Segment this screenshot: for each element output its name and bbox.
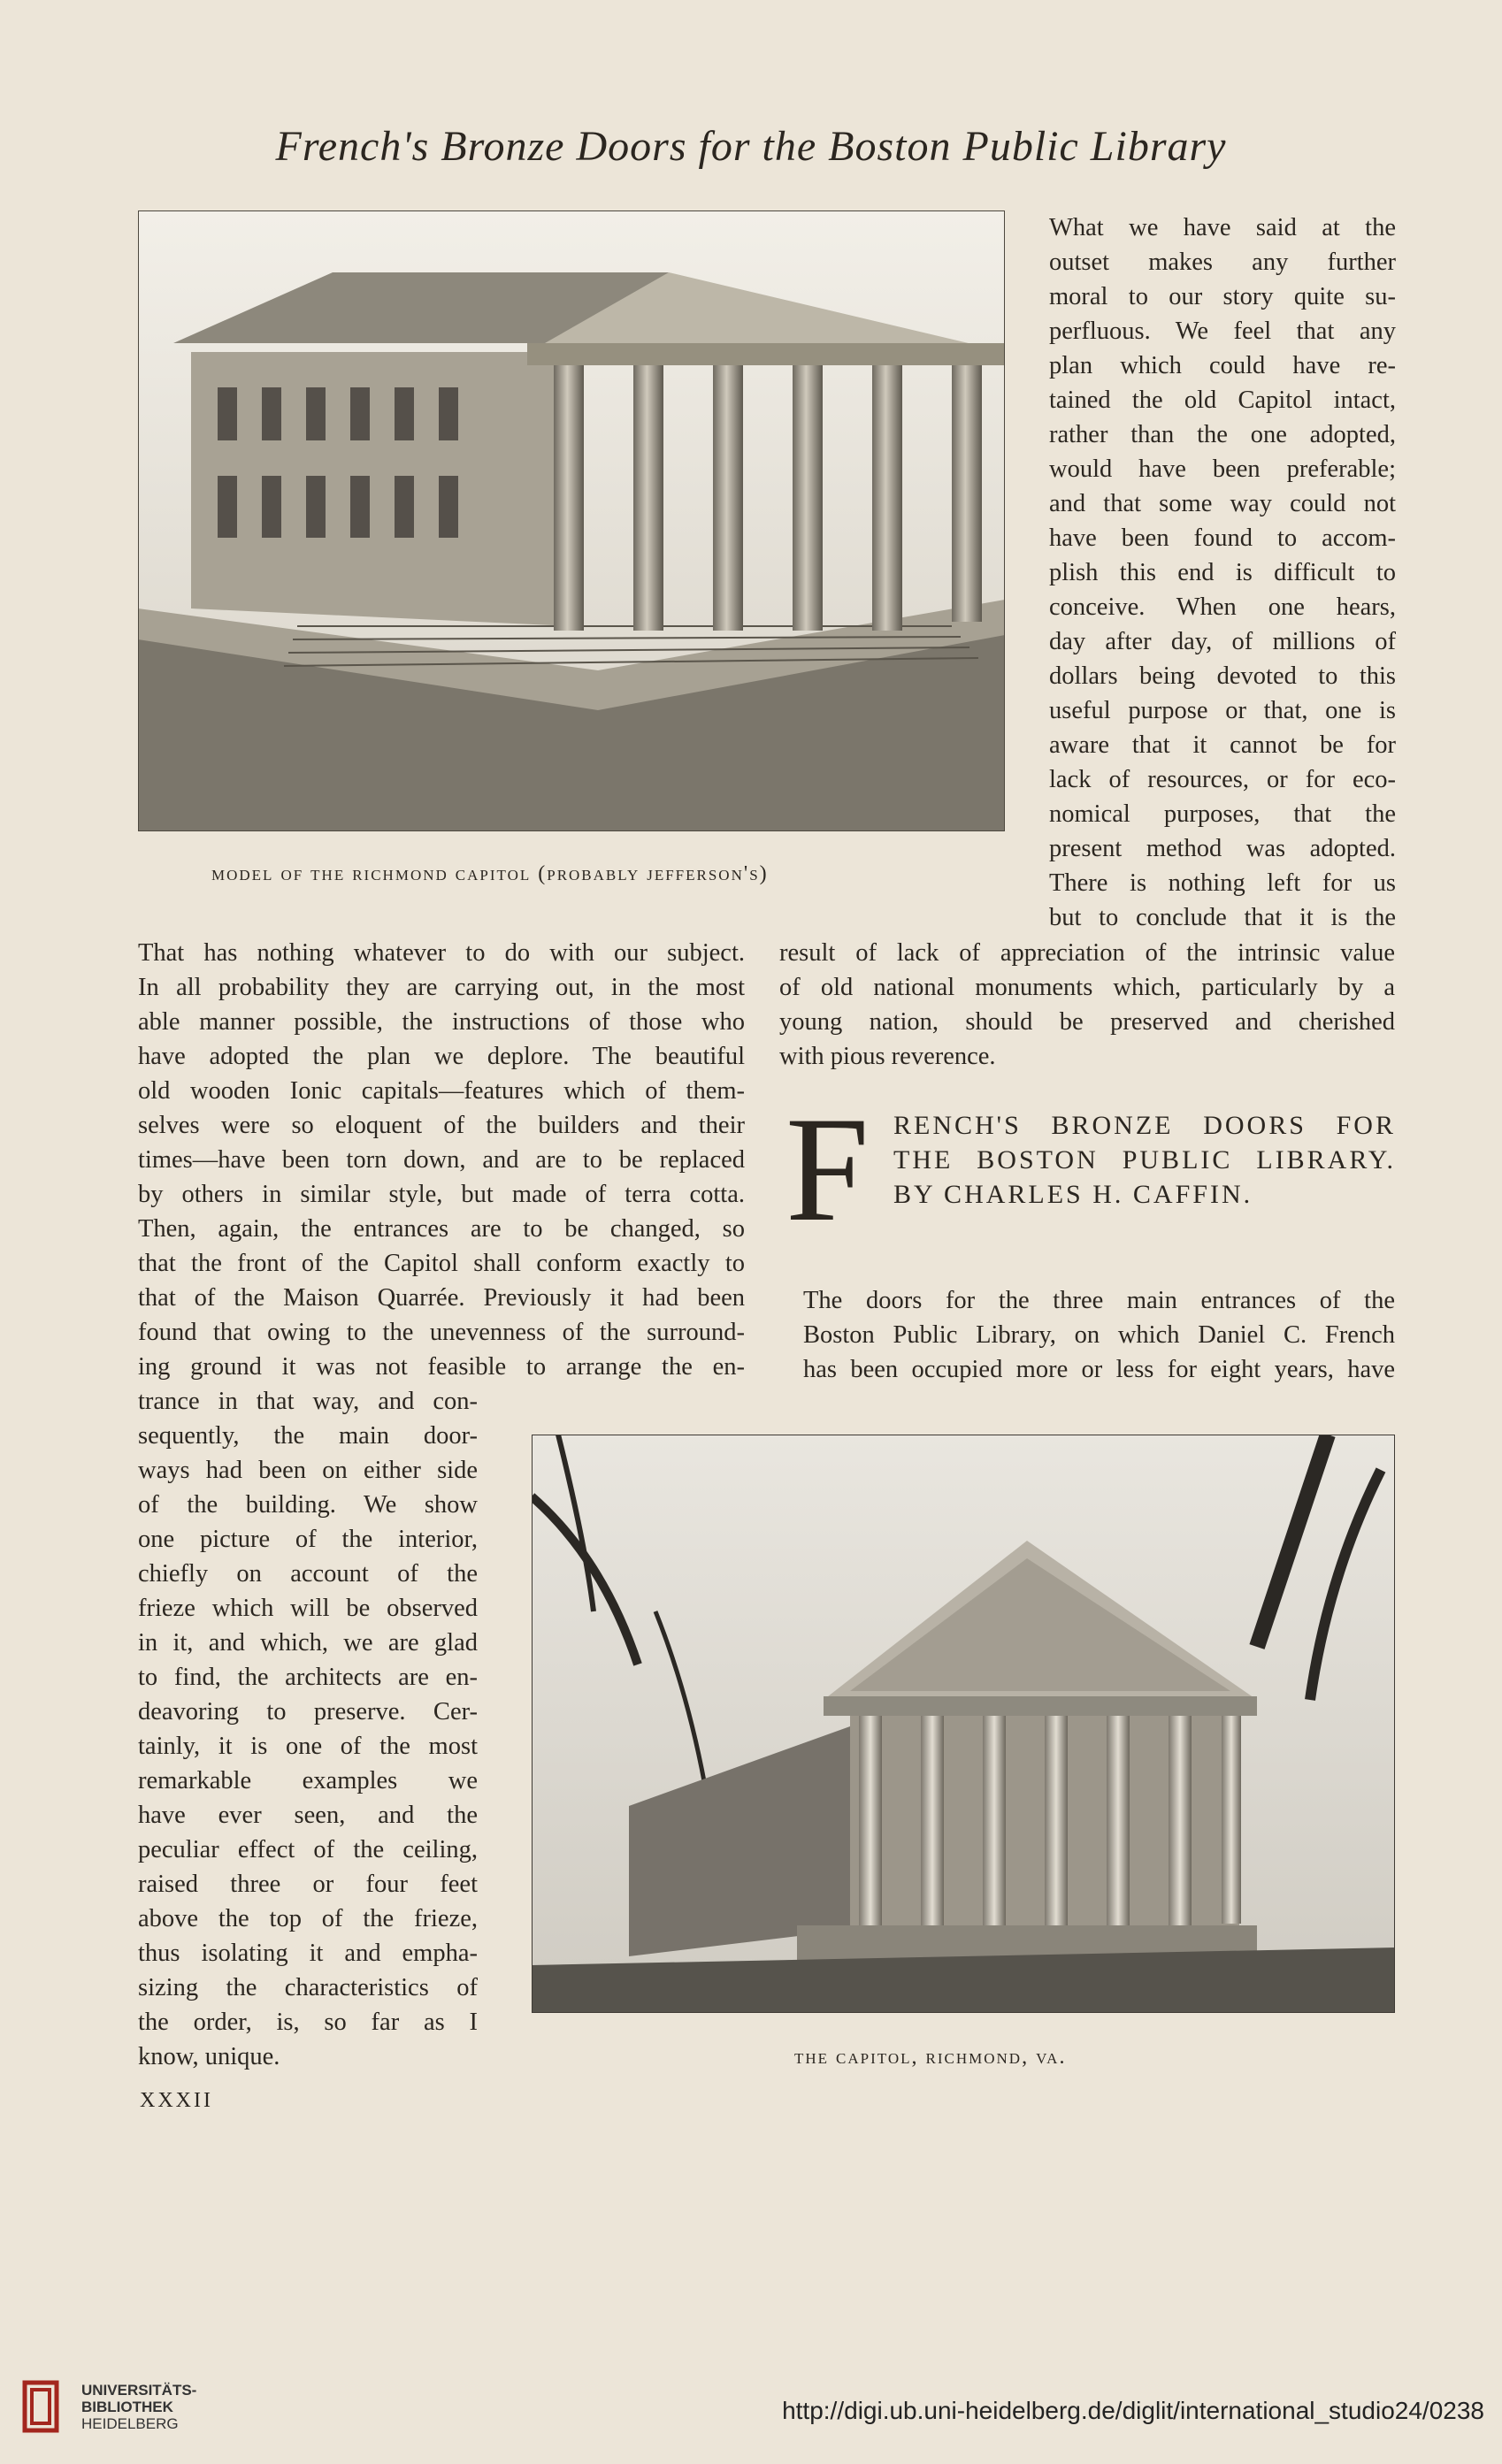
text-line: chiefly on account of the — [138, 1560, 478, 1588]
folio: XXXII — [140, 2089, 213, 2112]
library-name-line: BIBLIOTHEK — [81, 2399, 173, 2415]
text-line: know, unique. — [138, 2043, 280, 2070]
model-illustration — [138, 210, 1005, 831]
text-line: frieze which will be observed — [138, 1595, 478, 1622]
text-line: to find, the architects are en- — [138, 1664, 478, 1691]
text-line: ing ground it was not feasible to arrange the en- — [138, 1353, 745, 1381]
text-line: have adopted the plan we deplore. The beautiful — [138, 1043, 745, 1070]
text-line: thus isolating it and empha- — [138, 1940, 478, 1967]
article-body — [803, 1283, 1395, 1387]
text-line: moral to our story quite su- — [1049, 283, 1396, 310]
text-line: aware that it cannot be for — [1049, 731, 1396, 759]
text-line: In all probability they are carrying out, in the most — [138, 974, 745, 1001]
text-line: would have been preferable; — [1049, 455, 1396, 483]
text-line: young nation, should be preserved and cherished — [779, 1008, 1395, 1036]
text-line: selves were so eloquent of the builders and their — [138, 1112, 745, 1139]
text-line: peculiar effect of the ceiling, — [138, 1836, 478, 1863]
text-line: has been occupied more or less for eight years, have — [803, 1356, 1395, 1383]
library-name — [81, 2382, 196, 2432]
text-line: lack of resources, or for eco- — [1049, 766, 1396, 793]
text-line: There is nothing left for us — [1049, 869, 1396, 897]
text-line: dollars being devoted to this — [1049, 662, 1396, 690]
text-line: Boston Public Library, on which Daniel C. French — [803, 1321, 1395, 1349]
text-line: above the top of the frieze, — [138, 1905, 478, 1932]
text-line: trance in that way, and con- — [138, 1388, 478, 1415]
title-line: THE BOSTON PUBLIC LIBRARY. — [893, 1145, 1396, 1175]
text-line: and that some way could not — [1049, 490, 1396, 517]
right-column-top — [1049, 210, 1396, 935]
text-line: perfluous. We feel that any — [1049, 318, 1396, 345]
text-line: but to conclude that it is the — [1049, 904, 1396, 931]
title-line: RENCH'S BRONZE DOORS FOR — [893, 1111, 1396, 1140]
text-line: useful purpose or that, one is — [1049, 697, 1396, 724]
text-line: sizing the characteristics of — [138, 1974, 478, 2001]
text-line: found that owing to the unevenness of the surround- — [138, 1319, 745, 1346]
model-photo — [138, 210, 1005, 831]
text-line: the order, is, so far as I — [138, 2009, 478, 2036]
text-line: plan which could have re- — [1049, 352, 1396, 379]
text-line: What we have said at the — [1049, 214, 1396, 241]
text-line: ways had been on either side — [138, 1457, 478, 1484]
source-url[interactable]: http://digi.ub.uni-heidelberg.de/diglit/international_studio24/0238 — [782, 2397, 1484, 2424]
text-line: That has nothing whatever to do with our subject. — [138, 939, 745, 967]
text-line: The doors for the three main entrances of the — [803, 1287, 1395, 1314]
text-line: able manner possible, the instructions of those who — [138, 1008, 745, 1036]
text-line: of old national monuments which, particularly by a — [779, 974, 1395, 1001]
text-line: tained the old Capitol intact, — [1049, 386, 1396, 414]
text-line: tainly, it is one of the most — [138, 1733, 478, 1760]
text-line: by others in similar style, but made of terra cotta. — [138, 1181, 745, 1208]
text-line: that of the Maison Quarrée. Previously it had been — [138, 1284, 745, 1312]
text-line: present method was adopted. — [1049, 835, 1396, 862]
text-line: that the front of the Capitol shall conform exactly to — [138, 1250, 745, 1277]
left-column-narrow — [138, 1384, 478, 2074]
capitol-photo — [532, 1435, 1395, 2013]
text-line: remarkable examples we — [138, 1767, 478, 1794]
text-line: sequently, the main door- — [138, 1422, 478, 1450]
text-line: outset makes any further — [1049, 249, 1396, 276]
text-line: plish this end is difficult to — [1049, 559, 1396, 586]
text-line: with pious reverence. — [779, 1043, 996, 1070]
text-line: of the building. We show — [138, 1491, 478, 1519]
library-name-line: HEIDELBERG — [81, 2415, 179, 2432]
capitol-caption: the capitol, richmond, va. — [794, 2046, 1067, 2069]
text-line: raised three or four feet — [138, 1871, 478, 1898]
text-line: day after day, of millions of — [1049, 628, 1396, 655]
library-name-line: UNIVERSITÄTS- — [81, 2382, 197, 2399]
text-line: rather than the one adopted, — [1049, 421, 1396, 448]
drop-cap: F — [785, 1086, 870, 1252]
text-line: times—have been torn down, and are to be replaced — [138, 1146, 745, 1174]
text-line: old wooden Ionic capitals—features which of them- — [138, 1077, 745, 1105]
library-logo-icon — [21, 2377, 60, 2436]
text-line: one picture of the interior, — [138, 1526, 478, 1553]
text-line: in it, and which, we are glad — [138, 1629, 478, 1657]
article-title — [893, 1108, 1396, 1212]
text-line: deavoring to preserve. Cer- — [138, 1698, 478, 1726]
text-line: have been found to accom- — [1049, 524, 1396, 552]
running-head: French's Bronze Doors for the Boston Public Library — [275, 123, 1227, 170]
model-caption: model of the richmond capitol (probably jefferson's) — [211, 862, 769, 885]
text-line: Then, again, the entrances are to be changed, so — [138, 1215, 745, 1243]
left-column — [138, 936, 745, 1384]
right-column-continued — [779, 936, 1395, 1074]
capitol-illustration — [532, 1435, 1395, 2013]
text-line: conceive. When one hears, — [1049, 593, 1396, 621]
text-line: have ever seen, and the — [138, 1802, 478, 1829]
text-line: result of lack of appreciation of the intrinsic value — [779, 939, 1395, 967]
title-line: BY CHARLES H. CAFFIN. — [893, 1180, 1253, 1209]
text-line: nomical purposes, that the — [1049, 800, 1396, 828]
